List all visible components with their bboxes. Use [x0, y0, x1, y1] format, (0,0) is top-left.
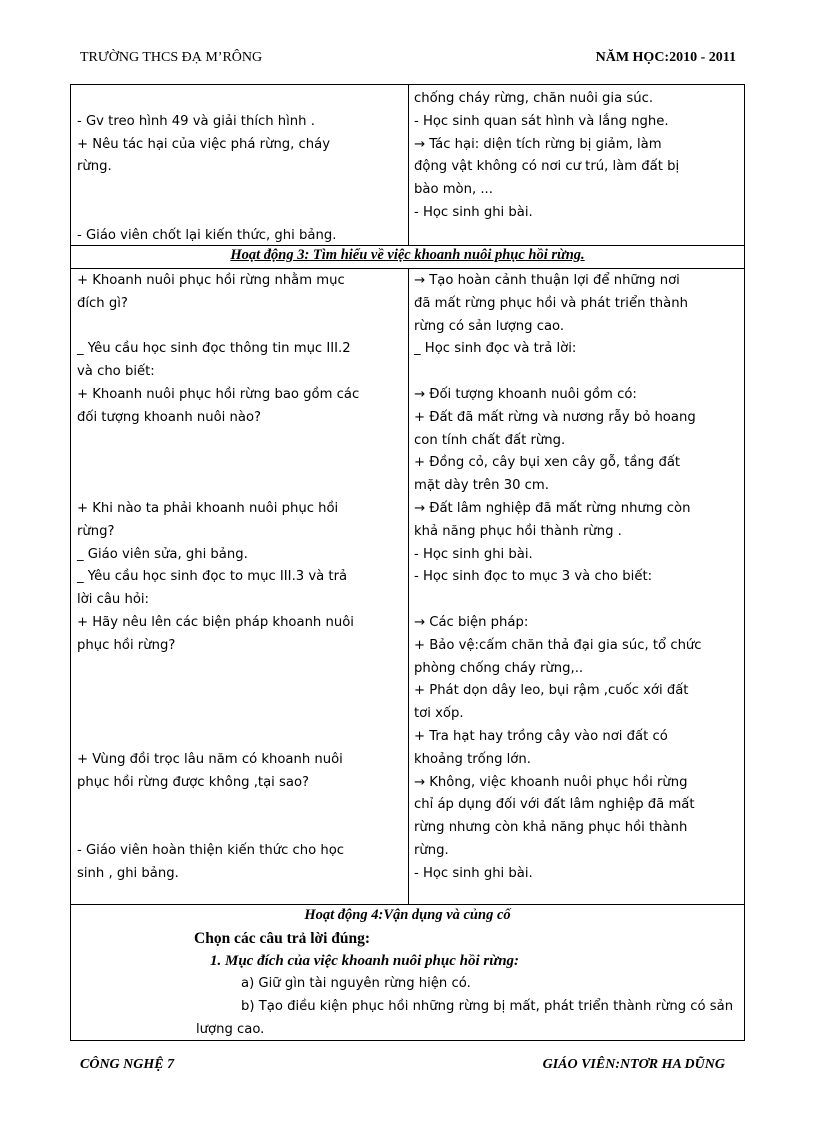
text-line: khoảng trống lớn.: [414, 751, 531, 767]
column-divider-middle: [408, 268, 409, 904]
option-b: b) Tạo điều kiện phục hồi những rừng bị mất, phát triển thành rừng có sản: [241, 999, 734, 1014]
option-a: a) Giữ gìn tài nguyên rừng hiện có.: [241, 976, 471, 991]
text-line: lời câu hỏi:: [77, 592, 150, 608]
text-line: và cho biết:: [77, 364, 155, 380]
page-footer: [80, 1057, 725, 1077]
text-line: [77, 658, 403, 681]
school-year: NĂM HỌC:2010 - 2011: [595, 50, 736, 65]
activity3-title: Hoạt động 3: Tìm hiểu về việc khoanh nuôi phục hồi rừng.: [230, 247, 585, 263]
text-line: [77, 703, 403, 726]
text-line: - Học sinh ghi bài.: [414, 546, 533, 562]
text-line: chống cháy rừng, chăn nuôi gia súc.: [414, 91, 654, 106]
text-line: rừng.: [77, 159, 112, 175]
text-line: _ Yêu cầu học sinh đọc thông tin mục III.2: [77, 341, 351, 357]
text-line: + Đồng cỏ, cây bụi xen cây gỗ, tầng đất: [414, 455, 681, 471]
text-line: + Phát dọn dây leo, bụi rậm ,cuốc xới đất: [414, 683, 689, 699]
text-line: - Gv treo hình 49 và giải thích hình .: [77, 113, 315, 129]
text-line: rừng?: [77, 523, 115, 539]
text-line: đã mất rừng phục hồi và phát triển thành: [414, 295, 688, 311]
text-line: → Tạo hoàn cảnh thuận lợi để những nơi: [414, 273, 680, 288]
row-divider-3: [70, 904, 745, 905]
section2-teacher-column: [77, 270, 403, 886]
text-line: [77, 726, 403, 749]
text-line: bào mòn, ...: [414, 182, 493, 198]
activity4-title: Hoạt động 4:Vận dụng và củng cố: [304, 907, 511, 923]
text-line: - Học sinh ghi bài.: [414, 865, 533, 881]
section1-student-column: [414, 88, 742, 225]
school-name: TRƯỜNG THCS ĐẠ M’RÔNG: [80, 50, 263, 65]
text-line: động vật không có nơi cư trú, làm đất bị: [414, 159, 680, 175]
text-line: _ Yêu cầu học sinh đọc to mục III.3 và trả: [77, 569, 348, 585]
row-divider-2: [70, 268, 745, 269]
text-line: [77, 179, 403, 202]
text-line: sinh , ghi bảng.: [77, 865, 179, 881]
text-line: khả năng phục hồi thành rừng .: [414, 523, 622, 539]
text-line: chỉ áp dụng đối với đất lâm nghiệp đã mất: [414, 797, 695, 813]
question-text: 1. Mục đích của việc khoanh nuôi phục hồi rừng:: [210, 953, 520, 969]
text-line: → Đất lâm nghiệp đã mất rừng nhưng còn: [414, 500, 691, 516]
text-line: + Nêu tác hại của việc phá rừng, cháy: [77, 136, 331, 152]
text-line: → Đối tượng khoanh nuôi gồm có:: [414, 386, 637, 402]
option-b-continued: lượng cao.: [196, 1022, 265, 1037]
text-line: [77, 452, 403, 475]
teacher-name: GIÁO VIÊN:NTƠR HA DŨNG: [542, 1057, 725, 1072]
text-line: [414, 589, 742, 612]
text-line: + Khoanh nuôi phục hồi rừng nhằm mục: [77, 273, 345, 288]
activity3-heading: [70, 247, 745, 264]
text-line: rừng.: [414, 842, 449, 858]
text-line: tơi xốp.: [414, 706, 464, 722]
text-line: + Đất đã mất rừng và nương rẫy bỏ hoang: [414, 409, 696, 425]
subject-name: CÔNG NGHỆ 7: [80, 1057, 175, 1072]
instruction-text: Chọn các câu trả lời đúng:: [194, 930, 371, 947]
section2-student-column: [414, 270, 742, 886]
text-line: _ Học sinh đọc và trả lời:: [414, 341, 577, 357]
text-line: rừng nhưng còn khả năng phục hồi thành: [414, 820, 688, 836]
text-line: + Vùng đồi trọc lâu năm có khoanh nuôi: [77, 751, 343, 767]
text-line: đối tượng khoanh nuôi nào?: [77, 409, 262, 425]
text-line: + Hãy nêu lên các biện pháp khoanh nuôi: [77, 614, 354, 630]
text-line: - Học sinh đọc to mục 3 và cho biết:: [414, 569, 653, 585]
text-line: phục hồi rừng?: [77, 637, 176, 653]
text-line: [414, 361, 742, 384]
text-line: - Học sinh ghi bài.: [414, 204, 533, 220]
text-line: con tính chất đất rừng.: [414, 432, 566, 448]
text-line: → Tác hại: diện tích rừng bị giảm, làm: [414, 136, 662, 152]
text-line: + Khi nào ta phải khoanh nuôi phục hồi: [77, 500, 339, 516]
text-line: [77, 202, 403, 225]
text-line: → Không, việc khoanh nuôi phục hồi rừng: [414, 774, 688, 790]
text-line: phục hồi rừng được không ,tại sao?: [77, 774, 310, 790]
text-line: + Khoanh nuôi phục hồi rừng bao gồm các: [77, 386, 360, 402]
text-line: [77, 817, 403, 840]
page-header: [80, 50, 736, 70]
text-line: rừng có sản lượng cao.: [414, 318, 565, 334]
text-line: [77, 430, 403, 453]
section1-teacher-column: [77, 88, 403, 248]
text-line: mặt dày trên 30 cm.: [414, 478, 549, 494]
text-line: đích gì?: [77, 295, 128, 311]
text-line: - Học sinh quan sát hình và lắng nghe.: [414, 113, 669, 129]
column-divider-top: [408, 84, 409, 246]
text-line: [77, 794, 403, 817]
text-line: [77, 475, 403, 498]
text-line: [77, 316, 403, 339]
text-line: _ Giáo viên sửa, ghi bảng.: [77, 546, 248, 562]
activity4-heading: [70, 907, 745, 924]
text-line: → Các biện pháp:: [414, 614, 529, 630]
text-line: [77, 680, 403, 703]
text-line: - Giáo viên hoàn thiện kiến thức cho học: [77, 842, 345, 858]
text-line: phòng chống cháy rừng,..: [414, 660, 584, 676]
text-line: - Giáo viên chốt lại kiến thức, ghi bảng.: [77, 227, 337, 243]
text-line: [77, 88, 403, 111]
text-line: + Tra hạt hay trồng cây vào nơi đất có: [414, 728, 668, 744]
text-line: + Bảo vệ:cấm chăn thả đại gia súc, tổ chức: [414, 637, 702, 653]
